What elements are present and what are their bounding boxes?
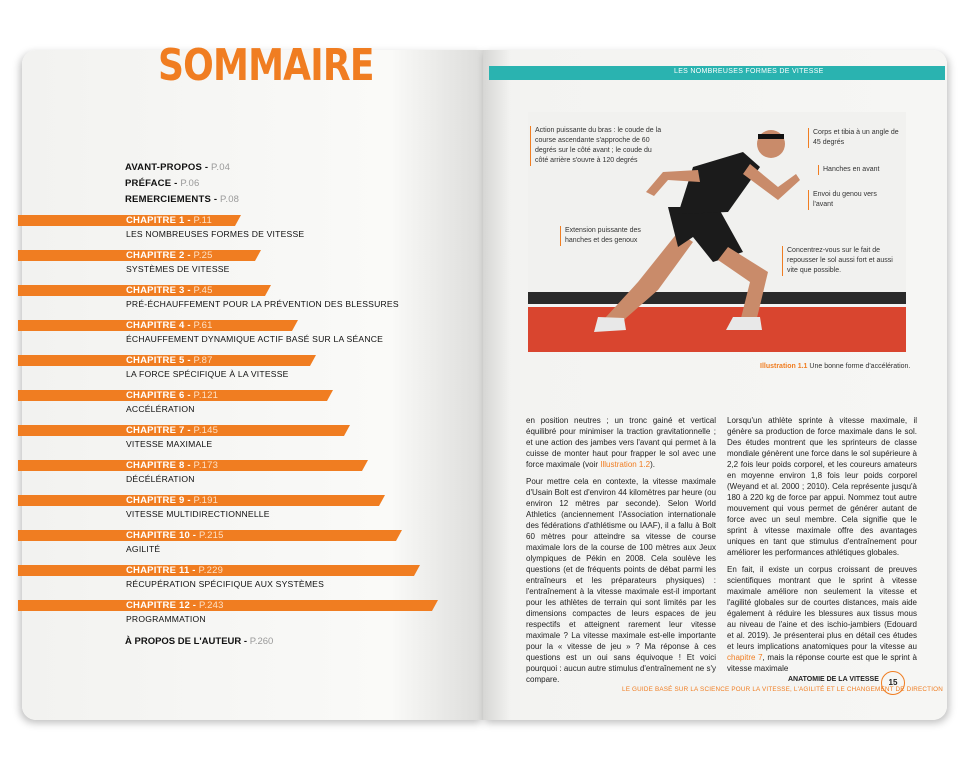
chapter-name: ÉCHAUFFEMENT DYNAMIQUE ACTIF BASÉ SUR LA SÉANCE	[126, 334, 384, 344]
chapter-name: LES NOMBREUSES FORMES DE VITESSE	[126, 229, 305, 239]
chapter-label[interactable]: CHAPITRE 4 - P.61	[126, 320, 213, 331]
chapter-name: VITESSE MULTIDIRECTIONNELLE	[126, 509, 270, 519]
chapter-bar	[18, 600, 438, 611]
chapter-header-band	[489, 66, 945, 80]
annotation-hips: Hanches en avant	[818, 165, 903, 175]
paragraph: en position neutres ; un tronc gainé et vertical équilibré pour minimiser la traction gravitationnelle ; et une action des jambes vers l'avant qui permet à la cuisse de monter haut pour frapper le sol avec une force maximale (voir Illustration 1.2).	[526, 416, 716, 469]
front-item: PRÉFACE - P.06	[125, 178, 200, 189]
chapter-link[interactable]: chapitre 7	[727, 653, 763, 662]
chapter-label[interactable]: CHAPITRE 2 - P.25	[126, 250, 213, 261]
paragraph: Lorsqu'un athlète sprinte à vitesse maximale, il génère sa production de force maximale dans le sol. Des études montrent que les sprinteurs de classe mondiale génèrent une force dans le sol supérieure à 2,2 fois leur poids corporel, et les coureurs amateurs en moyenne environ 1,8 fois leur poids corporel (Weyand et al. 2000 ; 2010). Cela représente jusqu'à 180 à 220 kg de force par appui. Nommez tout autre mouvement qui vous permet de générer autant de force avec un seul membre. Cela signifie que le sprint à vitesse maximale offre des avantages uniques en tant que stimulus d'entraînement pour améliorer les performances athlétiques globales.	[727, 416, 917, 557]
paragraph: Pour mettre cela en contexte, la vitesse maximale d'Usain Bolt est d'environ 44 kilomètres par heure (ou environ 12 mètres par seconde). Selon World Athletics (anciennement l'Association internationale des fédérations d'athlétisme ou IAAF), il a fallu à Bolt 60 mètres pour atteindre sa vitesse de course maximale lors de la course de 100 mètres aux Jeux olympiques de Pékin en 2008. Cela soulève les questions (et de fréquents points de débat parmi les entraîneurs et les préparateurs physiques) : l'entraînement à la vitesse maximale est-il important pour les athlètes de terrain qui sont limités par les dimensions compactes de leurs espaces de jeu respectifs et atteignent rarement leur vitesse maximale ? La vitesse maximale est-elle importante pour la « vitesse de jeu » ? Ma réponse à ces questions est un oui sans équivoque ! Et voici pourquoi : aucun autre stimulus d'entraînement ne s'y compare.	[526, 477, 716, 684]
chapter-label[interactable]: CHAPITRE 7 - P.145	[126, 425, 219, 436]
chapter-name: AGILITÉ	[126, 544, 161, 554]
chapter-name: PROGRAMMATION	[126, 614, 206, 624]
illustration-link[interactable]: Illustration 1.2	[600, 460, 651, 469]
chapter-name: DÉCÉLÉRATION	[126, 474, 195, 484]
chapter-label[interactable]: CHAPITRE 8 - P.173	[126, 460, 219, 471]
chapter-label[interactable]: CHAPITRE 12 - P.243	[126, 600, 224, 611]
annotation-ground: Concentrez-vous sur le fait de repousser le sol aussi fort et aussi vite que possible.	[782, 246, 902, 276]
chapter-label[interactable]: CHAPITRE 9 - P.191	[126, 495, 219, 506]
chapter-label[interactable]: CHAPITRE 3 - P.45	[126, 285, 213, 296]
front-item: AVANT-PROPOS - P.04	[125, 162, 231, 173]
author-item[interactable]: À PROPOS DE L'AUTEUR - P.260	[125, 636, 274, 647]
annotation-extension: Extension puissante des hanches et des genoux	[560, 226, 645, 246]
chapter-name: LA FORCE SPÉCIFIQUE À LA VITESSE	[126, 369, 289, 379]
front-item: REMERCIEMENTS - P.08	[125, 194, 240, 205]
left-page	[22, 50, 483, 720]
chapter-name: ACCÉLÉRATION	[126, 404, 195, 414]
chapter-name: SYSTÈMES DE VITESSE	[126, 264, 230, 274]
chapter-name: VITESSE MAXIMALE	[126, 439, 213, 449]
book-title-footer: ANATOMIE DE LA VITESSE	[788, 676, 879, 683]
chapter-label[interactable]: CHAPITRE 10 - P.215	[126, 530, 224, 541]
annotation-arm: Action puissante du bras : le coude de la course ascendante s'approche de 60 degrés sur le côté avant ; le coude du côté arrière s'ouvre à 120 degrés	[530, 126, 665, 166]
chapter-label[interactable]: CHAPITRE 11 - P.229	[126, 565, 224, 576]
chapter-label[interactable]: CHAPITRE 6 - P.121	[126, 390, 219, 401]
chapter-label[interactable]: CHAPITRE 5 - P.87	[126, 355, 213, 366]
chapter-header-text: LES NOMBREUSES FORMES DE VITESSE	[674, 68, 824, 75]
chapter-label[interactable]: CHAPITRE 1 - P.11	[126, 215, 212, 226]
text-column-left	[526, 415, 716, 691]
annotation-knee: Envoi du genou vers l'avant	[808, 190, 893, 210]
book-subtitle-footer: LE GUIDE BASÉ SUR LA SCIENCE POUR LA VITESSE, L'AGILITÉ ET LE CHANGEMENT DE DIRECTION	[622, 686, 943, 693]
figure-caption: Illustration 1.1 Une bonne forme d'accélération.	[760, 363, 911, 370]
page-title: SOMMAIRE	[158, 40, 374, 91]
text-column-right	[727, 415, 917, 680]
paragraph: En fait, il existe un corpus croissant de preuves scientifiques montrant que le sprint à vitesse maximale améliore non seulement la vitesse et l'agilité globales sur de courtes distances, mais aide également à réduire les blessures aux tissus mous au niveau de l'aine et des ischio-jambiers (Edouard et al. 2019). Je présenterai plus en détail ces études et leurs implications anatomiques pour la vitesse au chapitre 7, mais la réponse courte est que le sprint à vitesse maximale	[727, 565, 917, 673]
page-number: 15	[881, 671, 905, 695]
chapter-name: PRÉ-ÉCHAUFFEMENT POUR LA PRÉVENTION DES BLESSURES	[126, 299, 399, 309]
annotation-body-angle: Corps et tibia à un angle de 45 degrés	[808, 128, 903, 148]
chapter-name: RÉCUPÉRATION SPÉCIFIQUE AUX SYSTÈMES	[126, 579, 325, 589]
